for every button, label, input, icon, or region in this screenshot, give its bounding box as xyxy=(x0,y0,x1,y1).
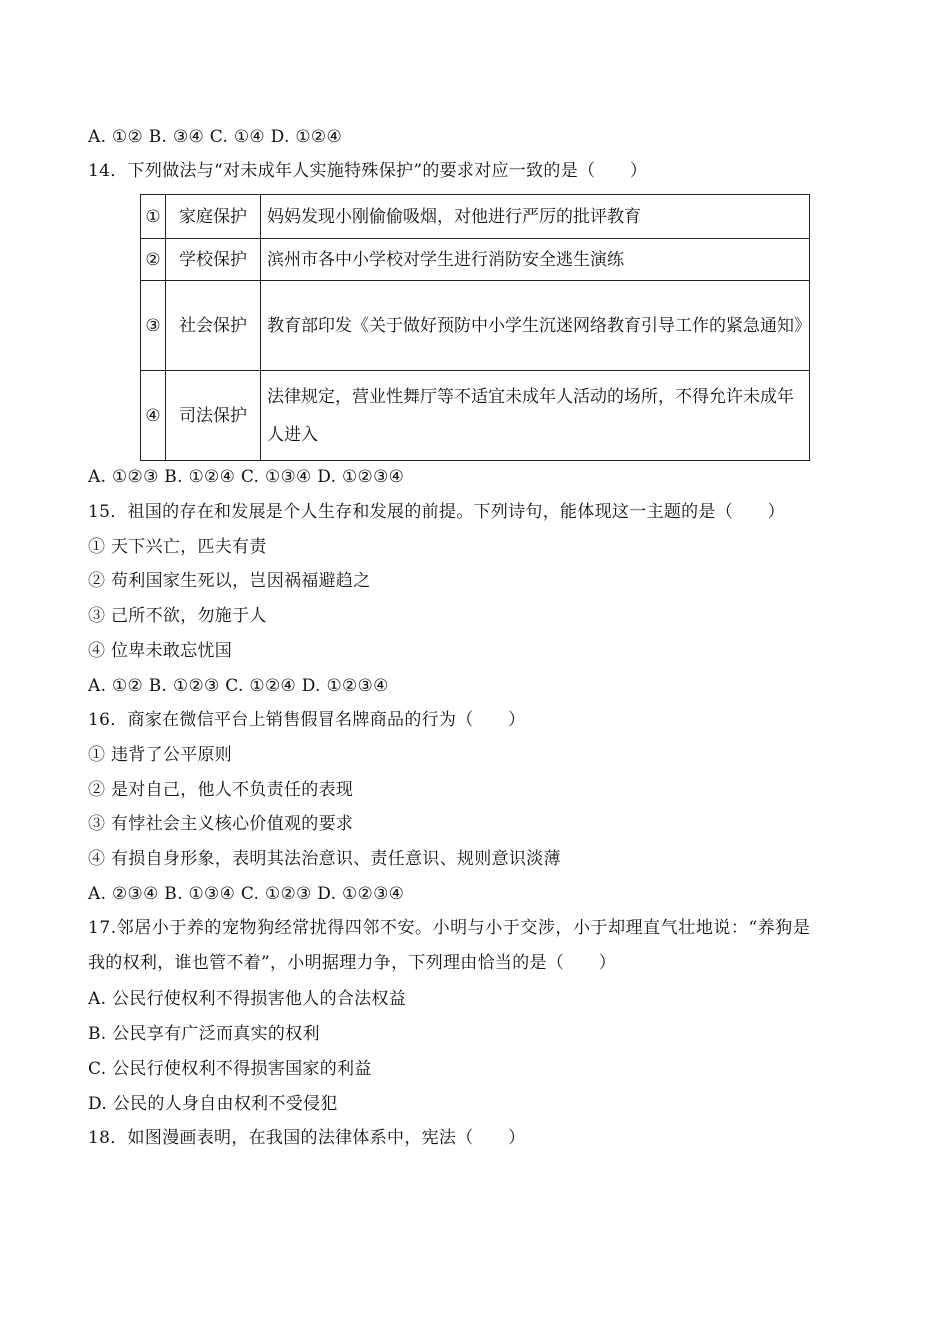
row-number: ② xyxy=(141,239,166,281)
q16-options: A. ②③④ B. ①③④ C. ①②③ D. ①②③④ xyxy=(88,884,405,904)
row-number: ③ xyxy=(141,281,166,371)
q16-item: ③ 有悖社会主义核心价值观的要求 xyxy=(88,814,354,834)
protection-description: 滨州市各中小学校对学生进行消防安全逃生演练 xyxy=(261,239,810,281)
q17-option-a: A. 公民行使权利不得损害他人的合法权益 xyxy=(88,989,407,1009)
protection-description: 妈妈发现小刚偷偷吸烟，对他进行严厉的批评教育 xyxy=(261,195,810,239)
q16-item: ① 违背了公平原则 xyxy=(88,745,233,765)
q16-item: ② 是对自己，他人不负责任的表现 xyxy=(88,780,354,800)
q18-question: 18．如图漫画表明，在我国的法律体系中，宪法（ ） xyxy=(88,1128,526,1148)
protection-type: 家庭保护 xyxy=(166,195,261,239)
q15-options: A. ①② B. ①②③ C. ①②④ D. ①②③④ xyxy=(88,676,389,696)
protection-type: 社会保护 xyxy=(166,281,261,371)
q15-item: ③ 己所不欲，勿施于人 xyxy=(88,606,267,626)
q16-question: 16．商家在微信平台上销售假冒名牌商品的行为（ ） xyxy=(88,710,526,730)
q15-item: ④ 位卑未敢忘忧国 xyxy=(88,641,233,661)
row-number: ④ xyxy=(141,371,166,461)
q15-question: 15．祖国的存在和发展是个人生存和发展的前提。下列诗句，能体现这一主题的是（ ） xyxy=(88,502,785,522)
q15-item: ① 天下兴亡，匹夫有责 xyxy=(88,537,267,557)
q16-item: ④ 有损自身形象，表明其法治意识、责任意识、规则意识淡薄 xyxy=(88,849,561,869)
q14-protection-table xyxy=(140,194,810,461)
table-row xyxy=(141,195,810,239)
q15-item: ② 苟利国家生死以，岂因祸福避趋之 xyxy=(88,571,371,591)
protection-description: 法律规定，营业性舞厅等不适宜未成年人活动的场所，不得允许未成年人进入 xyxy=(261,371,810,461)
row-number: ① xyxy=(141,195,166,239)
q17-question-line1: 17.邻居小于养的宠物狗经常扰得四邻不安。小明与小于交涉，小于却理直气壮地说：“养狗是 xyxy=(88,918,811,938)
protection-type: 学校保护 xyxy=(166,239,261,281)
protection-type: 司法保护 xyxy=(166,371,261,461)
q13-options: A. ①② B. ③④ C. ①④ D. ①②④ xyxy=(88,127,342,147)
q14-question: 14．下列做法与“对未成年人实施特殊保护”的要求对应一致的是（ ） xyxy=(88,161,648,181)
table-row xyxy=(141,371,810,461)
q17-question-line2: 我的权利，谁也管不着”，小明据理力争，下列理由恰当的是（ ） xyxy=(88,953,616,973)
q17-option-b: B. 公民享有广泛而真实的权利 xyxy=(88,1024,320,1044)
protection-description: 教育部印发《关于做好预防中小学生沉迷网络教育引导工作的紧急通知》 xyxy=(261,281,810,371)
table-row xyxy=(141,239,810,281)
table-row xyxy=(141,281,810,371)
q17-option-c: C. 公民行使权利不得损害国家的利益 xyxy=(88,1059,372,1079)
q17-option-d: D. 公民的人身自由权利不受侵犯 xyxy=(88,1094,338,1114)
q14-options: A. ①②③ B. ①②④ C. ①③④ D. ①②③④ xyxy=(88,467,405,487)
